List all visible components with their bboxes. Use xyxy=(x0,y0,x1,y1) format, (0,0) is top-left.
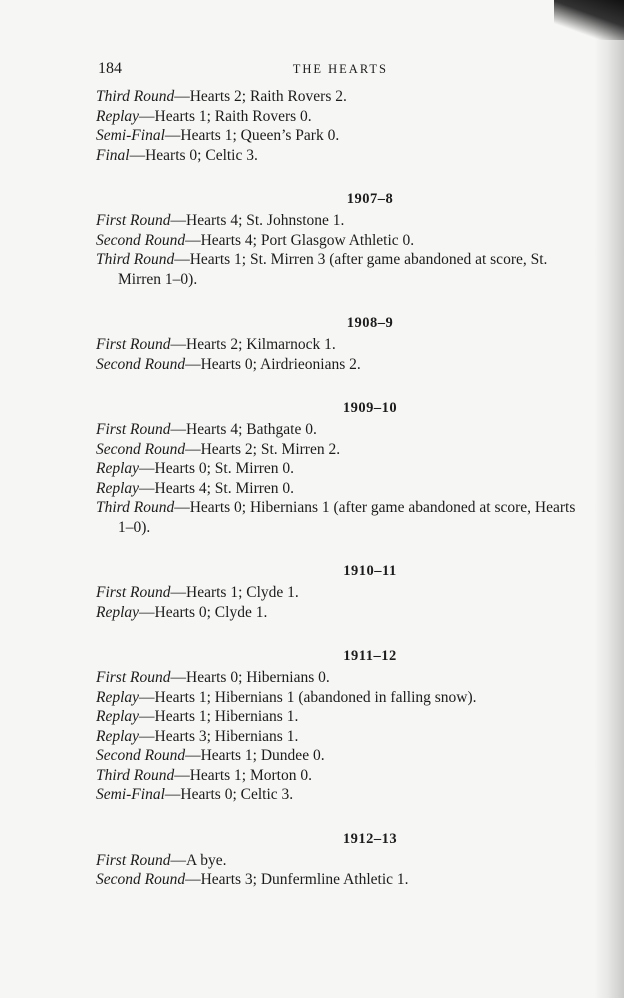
result-entry xyxy=(96,459,592,479)
result-entry xyxy=(96,603,592,623)
result-entry xyxy=(96,668,592,688)
match-result: —Hearts 0; Celtic 3. xyxy=(164,786,294,803)
match-result: —Hearts 4; St. Mirren 0. xyxy=(139,479,295,497)
round-name: Replay xyxy=(96,479,140,497)
season-section xyxy=(92,562,592,622)
round-name: First Round xyxy=(96,584,171,601)
round-name: Replay xyxy=(96,460,140,477)
result-entry xyxy=(96,211,592,231)
page-header xyxy=(98,60,388,84)
season-section xyxy=(92,87,592,165)
round-name: Second Round xyxy=(96,747,186,764)
result-entry xyxy=(96,727,592,747)
round-name: Third Round xyxy=(96,499,175,516)
season-section xyxy=(92,190,592,289)
result-entry xyxy=(96,440,592,460)
match-result: —Hearts 4; Bathgate 0. xyxy=(170,421,317,438)
round-name: Second Round xyxy=(96,355,186,373)
round-name: Replay xyxy=(96,603,140,621)
match-result: —Hearts 1; Hibernians 1 (abandoned in falling snow). xyxy=(139,688,477,706)
match-result: —Hearts 1; Morton 0. xyxy=(174,766,312,784)
result-entry xyxy=(96,335,592,355)
round-name: Replay xyxy=(96,688,140,706)
match-result: —Hearts 0; St. Mirren 0. xyxy=(139,460,295,477)
season-section xyxy=(92,647,592,805)
round-name: Third Round xyxy=(96,88,175,105)
result-entry xyxy=(96,420,592,440)
result-entry xyxy=(96,126,592,146)
match-result: —Hearts 3; Hibernians 1. xyxy=(139,727,299,745)
season-heading: 1909–10 xyxy=(342,400,398,416)
round-name: Third Round xyxy=(96,251,175,268)
season-section xyxy=(92,314,592,374)
match-result: —Hearts 1; Hibernians 1. xyxy=(139,708,299,725)
result-entry xyxy=(96,870,592,890)
match-result: —Hearts 2; Raith Rovers 2. xyxy=(174,88,347,105)
result-entry xyxy=(96,107,592,127)
round-name: First Round xyxy=(96,212,171,229)
season-heading: 1907–8 xyxy=(346,191,394,207)
result-entry xyxy=(96,231,592,251)
round-name: Second Round xyxy=(96,871,186,888)
result-entry xyxy=(96,479,592,499)
match-result: —Hearts 0; Hibernians 1 (after game abandoned at score, Hearts 1–0). xyxy=(118,499,576,536)
season-heading: 1908–9 xyxy=(346,315,394,331)
result-entry xyxy=(96,688,592,708)
round-name: Semi-Final xyxy=(96,786,165,803)
result-entry xyxy=(96,355,592,375)
round-name: Replay xyxy=(96,727,140,745)
match-result: —Hearts 1; Queen’s Park 0. xyxy=(164,127,340,144)
result-entry xyxy=(96,766,592,786)
season-heading: 1911–12 xyxy=(343,648,397,664)
round-name: Third Round xyxy=(96,766,175,784)
round-name: Second Round xyxy=(96,231,186,249)
match-result: —Hearts 2; St. Mirren 2. xyxy=(185,440,341,458)
season-heading: 1910–11 xyxy=(343,563,397,579)
match-result: —Hearts 0; Airdrieonians 2. xyxy=(185,355,361,373)
result-entry xyxy=(96,146,592,166)
season-section xyxy=(92,399,592,537)
match-result: —Hearts 1; Raith Rovers 0. xyxy=(139,107,312,125)
match-result: —Hearts 2; Kilmarnock 1. xyxy=(170,336,336,353)
match-result: —Hearts 0; Hibernians 0. xyxy=(170,669,330,686)
match-result: —Hearts 1; Clyde 1. xyxy=(170,584,299,601)
page-number: 184 xyxy=(98,60,122,77)
result-entry xyxy=(96,707,592,727)
page-edge-shadow xyxy=(594,0,624,998)
result-entry xyxy=(96,498,592,537)
match-result: —Hearts 4; Port Glasgow Athletic 0. xyxy=(185,231,415,249)
match-result: —Hearts 0; Celtic 3. xyxy=(129,146,258,164)
result-entry xyxy=(96,583,592,603)
round-name: First Round xyxy=(96,851,171,869)
match-result: —Hearts 3; Dunfermline Athletic 1. xyxy=(185,871,409,888)
result-entry xyxy=(96,851,592,871)
cup-results-list xyxy=(92,87,592,890)
round-name: Final xyxy=(96,146,130,164)
result-entry xyxy=(96,746,592,766)
corner-shadow xyxy=(554,0,624,40)
result-entry xyxy=(96,785,592,805)
result-entry xyxy=(96,87,592,107)
match-result: —Hearts 4; St. Johnstone 1. xyxy=(170,212,345,229)
match-result: —Hearts 1; St. Mirren 3 (after game abandoned at score, St. Mirren 1–0). xyxy=(118,251,548,288)
round-name: Replay xyxy=(96,708,140,725)
match-result: —Hearts 0; Clyde 1. xyxy=(139,603,268,621)
running-head: THE HEARTS xyxy=(292,62,388,76)
season-heading: 1912–13 xyxy=(342,830,398,847)
round-name: Second Round xyxy=(96,440,186,458)
round-name: First Round xyxy=(96,421,171,438)
match-result: —Hearts 1; Dundee 0. xyxy=(185,747,325,764)
result-entry xyxy=(96,250,592,289)
round-name: Replay xyxy=(96,107,140,125)
round-name: First Round xyxy=(96,336,171,353)
match-result: —A bye. xyxy=(170,851,227,869)
round-name: First Round xyxy=(96,669,171,686)
round-name: Semi-Final xyxy=(96,127,165,144)
season-section xyxy=(92,830,592,890)
